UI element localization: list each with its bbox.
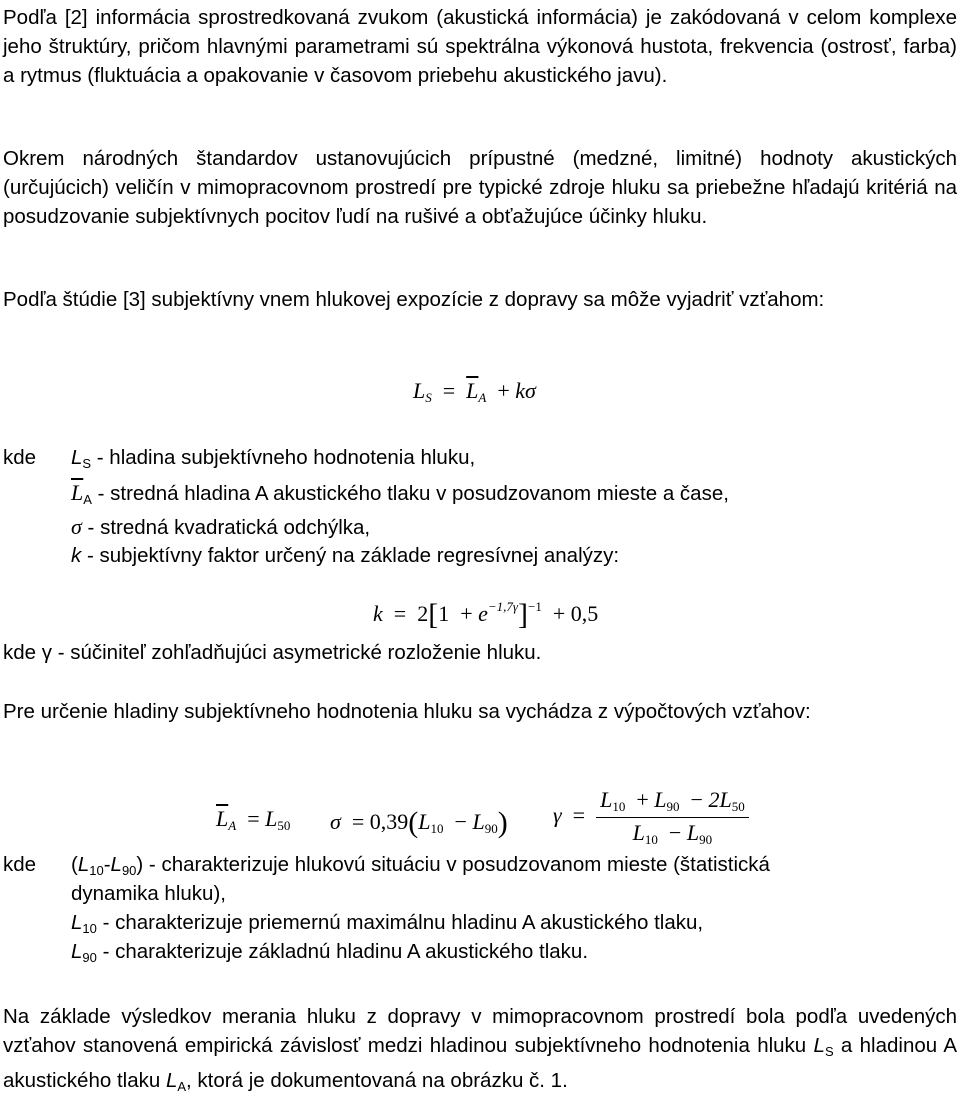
definition-ls: $L_S$ - hladina subjektívneho hodnotenia hluku,: [71, 446, 476, 471]
equation-k: $k = 2[1 + e^{-1,7\gamma}]^{-1} + 0,5$: [373, 598, 599, 631]
equation-la-l50: $\overline{L}_A = L_{50}$: [216, 806, 291, 833]
kde-label-2: kde: [3, 853, 37, 876]
paragraph-standards: Okrem národných štandardov ustanovujúcich prípustné (medzné, limitné) hodnoty akustických (určujúcich) veličín v mimopracovnom prostredí pre typické zdroje hluku sa priebežne hľadajú kritériá na posudzovanie subjektívnych pocitov ľudí na rušivé a obťažujúce účinky hluku.: [3, 147, 957, 228]
paragraph-study: Podľa štúdie [3] subjektívny vnem hlukovej expozície z dopravy sa môže vyjadriť vzťahom:: [3, 288, 825, 311]
definition-k: k - subjektívny faktor určený na základe regresívnej analýzy:: [71, 544, 620, 567]
definition-l10-l90-cont: dynamika hluku),: [71, 882, 226, 905]
equation-gamma: γ = $\frac{L_{10} + L_{90} - 2L_{50}}{L_{10} - L_{90}}$: [553, 787, 749, 848]
paragraph-intro: Podľa [2] informácia sprostredkovaná zvukom (akustická informácia) je zakódovaná v celom komplexe jeho štruktúry, pričom hlavnými parametrami sú spektrálna výkonová hustota, frekvencia (ostrosť, farba) a rytmus (fluktuácia a opakovanie v časovom priebehu akustického javu).: [3, 6, 957, 87]
definition-l10-l90: $(L_{10}-L_{90})$ - charakterizuje hlukovú situáciu v posudzovanom mieste (štatistická: [71, 853, 770, 878]
kde-label: kde: [3, 446, 37, 469]
equation-ls: $L_S = \overline{L}_A + k\sigma$: [413, 378, 536, 405]
gamma-definition: kde γ - súčiniteľ zohľadňujúci asymetrické rozloženie hluku.: [3, 641, 542, 664]
gamma-fraction: $\frac{L_{10} + L_{90} - 2L_{50}}{L_{10} - L_{90}}$: [596, 787, 749, 848]
paragraph-relations: Pre určenie hladiny subjektívneho hodnotenia hluku sa vychádza z výpočtových vzťahov:: [3, 700, 811, 723]
paragraph-conclusion: Na základe výsledkov merania hluku z dopravy v mimopracovnom prostredí bola podľa uvedených vzťahov stanovená empirická závislosť medzi hladinou subjektívneho hodnotenia hluku $L_S$ a hladinou A akustického tlaku $L_A$, ktorá je dokumentovaná na obrázku č. 1.: [3, 1005, 957, 1094]
equation-sigma: $\sigma = 0,39(L_{10} - L_{90})$: [330, 806, 508, 839]
definition-sigma: σ - stredná kvadratická odchýlka,: [71, 514, 371, 539]
definition-la: $\overline{L}_A$ - stredná hladina A akustického tlaku v posudzovanom mieste a čase,: [71, 480, 729, 507]
definition-l90: $L_{90}$ - charakterizuje základnú hladinu A akustického tlaku.: [71, 940, 589, 965]
definition-l10: $L_{10}$ - charakterizuje priemernú maximálnu hladinu A akustického tlaku,: [71, 911, 704, 936]
